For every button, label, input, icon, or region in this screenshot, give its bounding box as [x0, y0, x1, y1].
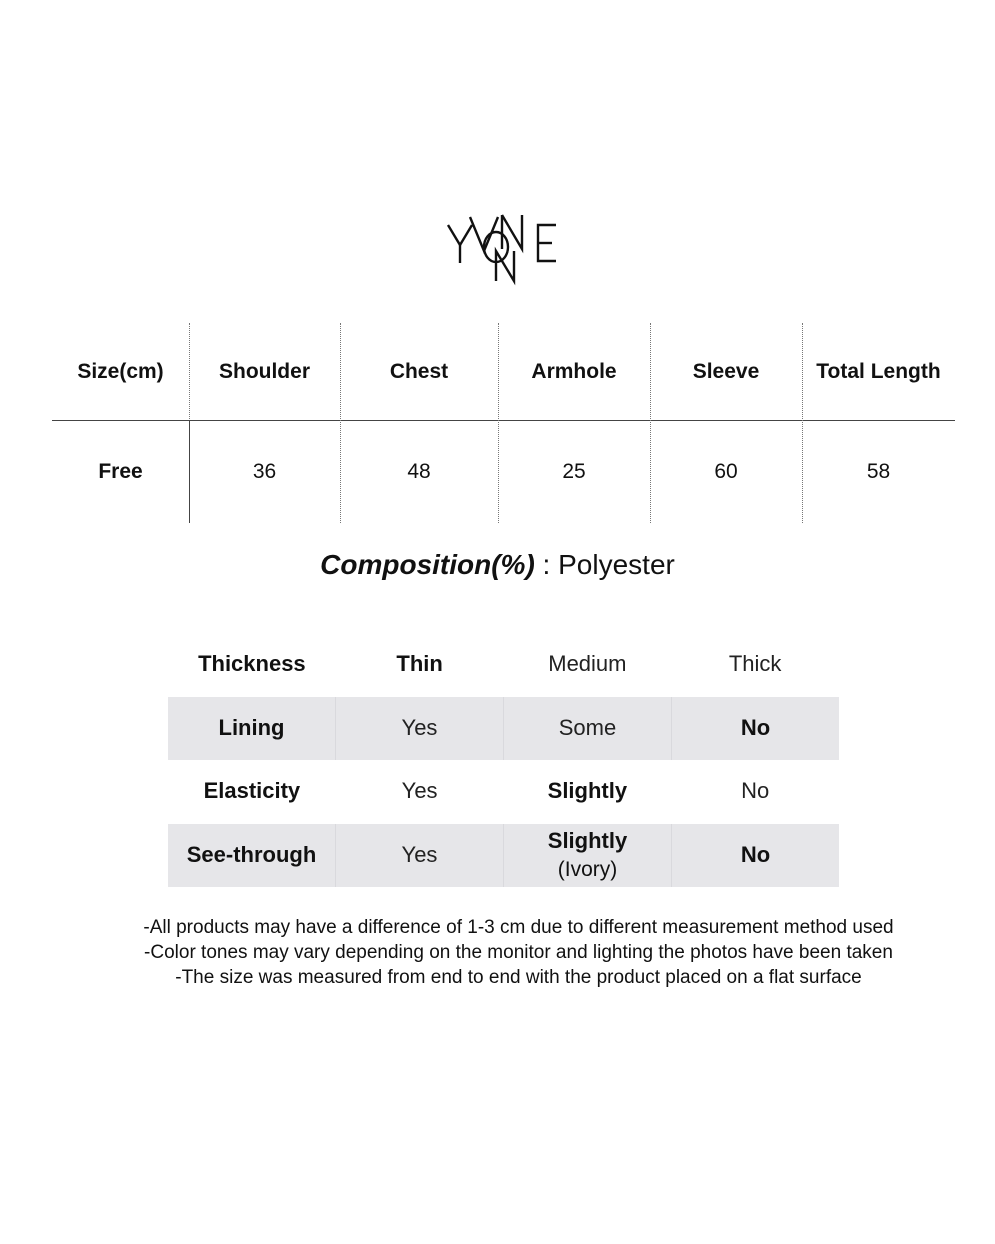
composition-line — [0, 549, 995, 581]
attribute-option: Yes — [401, 778, 438, 804]
attribute-option: Slightly — [547, 778, 628, 804]
header-shoulder: Shoulder — [218, 359, 310, 383]
attribute-name: See-through — [186, 841, 317, 867]
sleeve-col — [650, 323, 802, 523]
note-line: -Color tones may vary depending on the monitor and lighting the photos have been taken — [144, 942, 893, 963]
attribute-name: Elasticity — [203, 778, 301, 804]
size-col — [52, 323, 189, 523]
header-total-length: Total Length — [816, 359, 941, 383]
attribute-row-elasticity — [168, 760, 839, 823]
shoulder-col — [189, 323, 340, 523]
shoulder-value: 36 — [252, 460, 277, 483]
header-armhole: Armhole — [531, 359, 617, 383]
attribute-option: No — [671, 697, 839, 760]
attribute-row-lining — [168, 697, 839, 760]
attribute-option: Yes — [335, 697, 503, 760]
total-length-col — [802, 323, 955, 523]
attribute-option: Thin — [396, 651, 443, 677]
header-sleeve: Sleeve — [692, 359, 760, 383]
armhole-value: 25 — [562, 460, 586, 483]
note-line: -The size was measured from end to end with the product placed on a flat surface — [175, 967, 862, 988]
fabric-attributes-table — [168, 633, 839, 887]
column-divider — [650, 323, 651, 523]
column-divider — [498, 323, 499, 523]
attribute-option: No — [671, 824, 839, 887]
attribute-option: Yes — [335, 824, 503, 887]
header-divider — [52, 420, 955, 421]
row-label-divider — [189, 420, 190, 523]
composition-separator: : — [534, 549, 559, 580]
attribute-option: Medium — [548, 651, 627, 677]
header-size: Size(cm) — [77, 359, 164, 383]
attribute-option: Thick — [728, 651, 782, 677]
attribute-option-note: (Ivory) — [557, 857, 618, 881]
attribute-option: No — [741, 778, 770, 804]
header-chest: Chest — [389, 359, 449, 383]
attribute-option-label: Slightly — [547, 828, 628, 854]
column-divider — [802, 323, 803, 523]
composition-label: Composition(%) — [320, 549, 535, 580]
sleeve-value: 60 — [714, 460, 738, 483]
attribute-name: Thickness — [198, 651, 306, 677]
attribute-row-thickness — [168, 633, 839, 696]
total-length-value: 58 — [866, 460, 891, 483]
attribute-row-see-through — [168, 824, 839, 887]
attribute-option: Some — [503, 697, 671, 760]
chest-col — [340, 323, 498, 523]
armhole-col — [498, 323, 650, 523]
column-divider — [340, 323, 341, 523]
attribute-option — [503, 824, 671, 887]
size-table — [52, 323, 955, 523]
chest-value: 48 — [407, 460, 431, 483]
note-line: -All products may have a difference of 1-3 cm due to different measurement method used — [143, 917, 894, 938]
size-free: Free — [98, 460, 143, 483]
attribute-name: Lining — [218, 714, 285, 740]
measurement-notes — [0, 915, 995, 990]
brand-logo — [440, 205, 570, 290]
composition-value: Polyester — [558, 549, 675, 580]
